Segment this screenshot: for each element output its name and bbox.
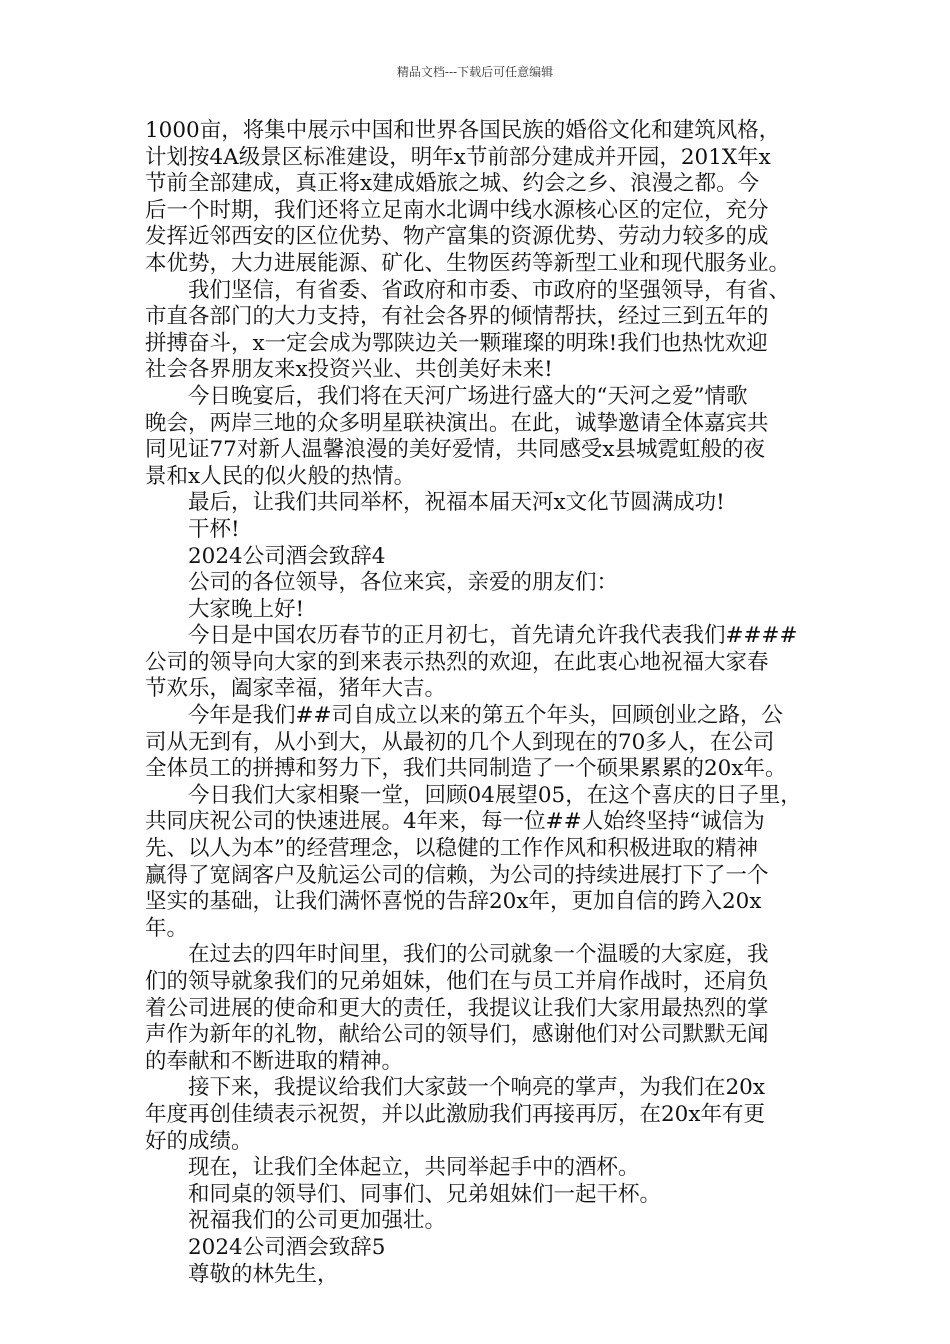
text-line: 大家晚上好! (188, 596, 305, 622)
text-line: 赢得了宽阔客户及航运公司的信赖，为公司的持续进展打下了一个 (145, 862, 769, 888)
document-body (145, 118, 817, 1288)
text-line: 今年是我们##司自成立以来的第五个年头，回顾创业之路，公 (188, 703, 784, 729)
text-line: 们的领导就象我们的兄弟姐妹，他们在与员工并肩作战时，还肩负 (145, 969, 769, 994)
text-line: 今日我们大家相聚一堂，回顾04展望05，在这个喜庆的日子里， (188, 782, 802, 808)
text-line: 和同桌的领导们、同事们、兄弟姐妹们一起干杯。 (188, 1181, 662, 1207)
text-line: 声作为新年的礼物，献给公司的领导们，感谢他们对公司默默无闻 (145, 1022, 769, 1048)
text-line: 司从无到有，从小到大，从最初的几个人到现在的70多人，在公司 (145, 729, 775, 755)
text-line: 现在，让我们全体起立，共同举起手中的酒杯。 (188, 1155, 640, 1181)
text-line: 发挥近邻西安的区位优势、物产富集的资源优势、劳动力较多的成 (145, 224, 769, 250)
text-line: 计划按4A级景区标准建设，明年x节前部分建成并开园，201X年x (145, 144, 771, 170)
text-line: 节欢乐，阖家幸福，猪年大吉。 (145, 676, 447, 702)
text-line: 公司的领导向大家的到来表示热烈的欢迎，在此衷心地祝福大家春 (145, 649, 769, 675)
text-line: 年。 (145, 915, 189, 941)
text-line: 同见证77对新人温馨浪漫的美好爱情，共同感受x县城霓虹般的夜 (145, 437, 765, 463)
text-line: 2024公司酒会致辞4 (188, 543, 386, 569)
text-line: 共同庆祝公司的快速进展。4年来，每一位##人始终坚持“诚信为 (145, 809, 765, 835)
text-line: 2024公司酒会致辞5 (188, 1234, 386, 1260)
text-line: 的奉献和不断进取的精神。 (145, 1048, 404, 1074)
text-line: 我们坚信，有省委、省政府和市委、市政府的坚强领导，有省、 (188, 277, 791, 303)
text-line: 好的成绩。 (145, 1128, 253, 1154)
text-line: 后一个时期，我们还将立足南水北调中线水源核心区的定位，充分 (145, 197, 769, 223)
page-header: 精品文档---下载后可任意编辑 (396, 65, 554, 79)
text-line: 年度再创佳绩表示祝贺，并以此激励我们再接再厉，在20x年有更 (145, 1101, 765, 1127)
text-line: 祝福我们的公司更加强壮。 (188, 1208, 447, 1234)
text-line: 在过去的四年时间里，我们的公司就象一个温暖的大家庭，我 (188, 942, 769, 968)
text-line: 景和x人民的似火般的热情。 (145, 463, 416, 489)
text-line: 坚实的基础，让我们满怀喜悦的告辞20x年，更加自信的跨入20x (145, 889, 762, 915)
text-line: 接下来，我提议给我们大家鼓一个响亮的掌声，为我们在20x (188, 1075, 765, 1101)
text-line: 最后，让我们共同举杯，祝福本届天河x文化节圆满成功! (188, 490, 725, 516)
text-line: 市直各部门的大力支持，有社会各界的倾情帮扶，经过三到五年的 (145, 304, 769, 330)
text-line: 节前全部建成，真正将x建成婚旅之城、约会之乡、浪漫之都。今 (145, 171, 760, 197)
text-line: 晚会，两岸三地的众多明星联袂演出。在此，诚挚邀请全体嘉宾共 (145, 410, 769, 436)
text-line: 尊敬的林先生， (188, 1261, 339, 1287)
text-line: 全体员工的拼搏和努力下，我们共同制造了一个硕果累累的20x年。 (145, 756, 787, 782)
text-line: 公司的各位领导，各位来宾，亲爱的朋友们： (188, 570, 619, 596)
text-line: 拼搏奋斗，x一定会成为鄂陕边关一颗璀璨的明珠!我们也热忱欢迎 (145, 330, 768, 356)
text-line: 本优势，大力进展能源、矿化、生物医药等新型工业和现代服务业。 (145, 250, 791, 276)
text-line: 干杯! (188, 516, 240, 542)
text-line: 今日是中国农历春节的正月初七，首先请允许我代表我们#### (188, 623, 798, 649)
text-line: 1000亩，将集中展示中国和世界各国民族的婚俗文化和建筑风格， (145, 118, 781, 143)
text-line: 先、以人为本”的经营理念，以稳健的工作作风和积极进取的精神 (145, 836, 758, 862)
text-line: 着公司进展的使命和更大的责任，我提议让我们大家用最热烈的掌 (145, 995, 769, 1021)
text-line: 社会各界朋友来x投资兴业、共创美好未来! (145, 357, 553, 383)
text-line: 今日晚宴后，我们将在天河广场进行盛大的“天河之爱”情歌 (188, 383, 748, 409)
